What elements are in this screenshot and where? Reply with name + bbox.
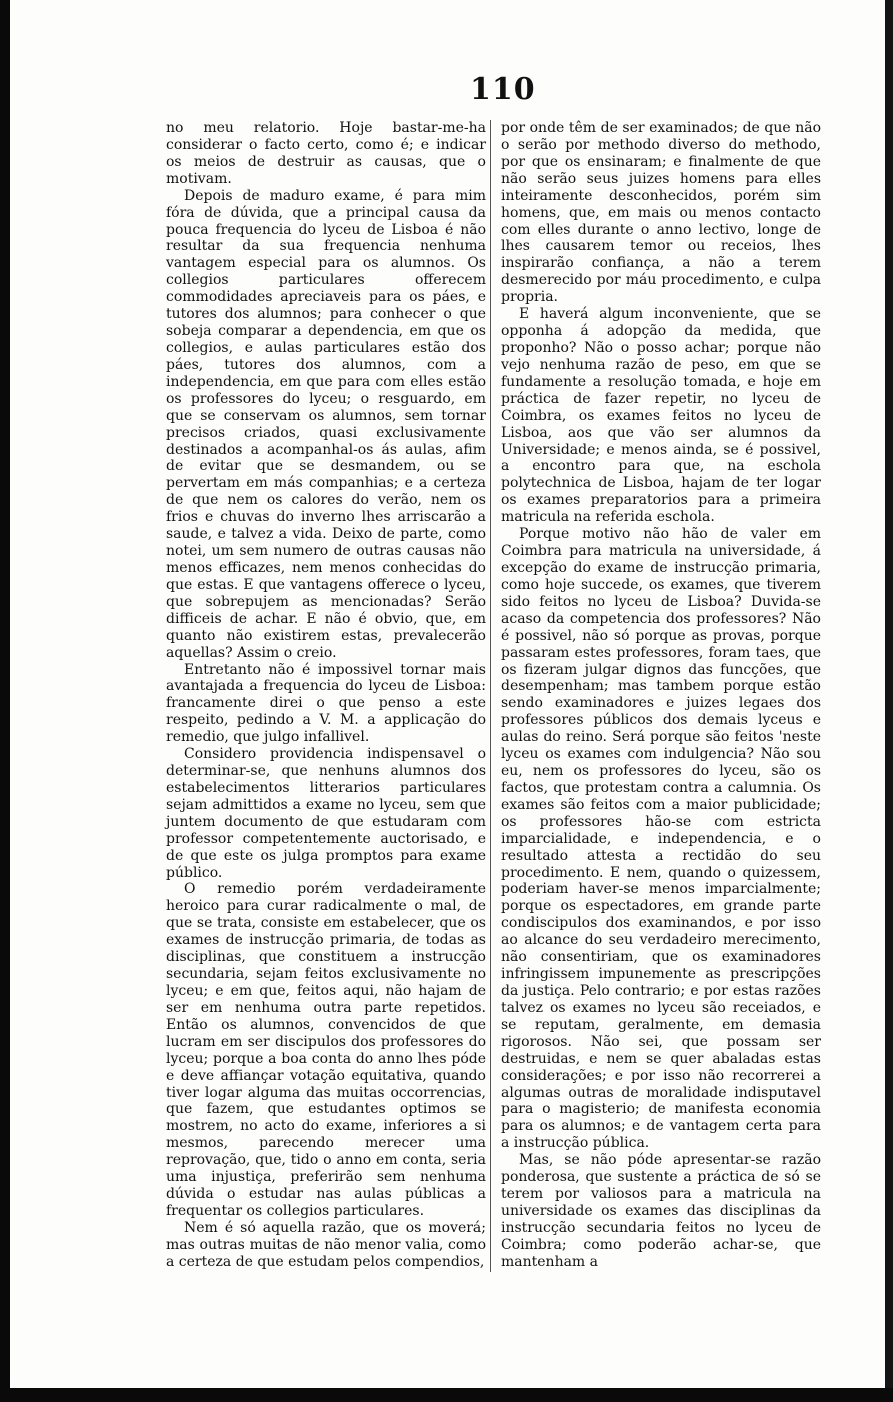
left-column bbox=[166, 120, 486, 1271]
right-paragraph: Mas, se não póde apresentar-se razão ponderosa, que sustente a práctica de só se terem por valiosos para a matricula na universidade os exames das disciplinas da instrucção secundaria feitos no lyceu de Coimbra; como poderão achar-se, que mantenham a bbox=[501, 1152, 821, 1270]
left-paragraph: no meu relatorio. Hoje bastar-me-ha considerar o facto certo, como é; e indicar os meios de destruir as causas, que o motivam. bbox=[166, 120, 486, 187]
page-number: 110 bbox=[470, 72, 536, 107]
scan-edge-bottom bbox=[0, 1388, 893, 1402]
right-paragraph: por onde têm de ser examinados; de que não o serão por methodo diverso do methodo, por que os ensinaram; e finalmente de que não serão seus juizes homens para elles inteiramente desconhecidos, porém sim homens, que, em mais ou menos contacto com elles durante o anno lectivo, longe de lhes causarem temor ou receios, lhes inspirarão confiança, a não a terem desmerecido por máu procedimento, e culpa propria. bbox=[501, 120, 821, 306]
column-divider bbox=[490, 120, 491, 1272]
scan-edge-left bbox=[0, 0, 10, 1402]
right-column bbox=[501, 120, 821, 1271]
left-paragraph: Entretanto não é impossivel tornar mais avantajada a frequencia do lyceu de Lisboa: francamente direi o que penso a este respeito, pedindo a V. M. a applicação do remedio, que julgo infallivel. bbox=[166, 661, 486, 746]
left-paragraph: O remedio porém verdadeiramente heroico para curar radicalmente o mal, de que se trata, consiste em estabelecer, que os exames de instrucção primaria, de todas as disciplinas, que constituem a instrucção secundaria, sejam feitos exclusivamente no lyceu; e em que, feitos aqui, não hajam de ser em nenhuma outra parte repetidos. Então os alumnos, convencidos de que lucram em ser discipulos dos professores do lyceu; porque a boa conta do anno lhes póde e deve affiançar votação equitativa, quando tiver logar alguma das muitas occorrencias, que fazem, que estudantes optimos se mostrem, no acto do exame, inferiores a si mesmos, parecendo merecer uma reprovação, que, tido o anno em conta, seria uma injustiça, preferirão sem nenhuma dúvida o estudar nas aulas públicas a frequentar os collegios particulares. bbox=[166, 881, 486, 1219]
left-paragraph: Nem é só aquella razão, que os moverá; mas outras muitas de não menor valia, como a certeza de que estudam pelos compendios, bbox=[166, 1219, 486, 1270]
right-paragraph: Porque motivo não hão de valer em Coimbra para matricula na universidade, á excepção do exame de instrucção primaria, como hoje succede, os exames, que tiverem sido feitos no lyceu de Lisboa? Duvida-se acaso da competencia dos professores? Não é possivel, não só porque as provas, porque passaram estes professores, foram taes, que os fizeram julgar dignos das funcções, que desempenham; mas tambem porque estão sendo examinadores e juizes legaes dos professores públicos dos demais lyceus e aulas do reino. Será porque são feitos 'neste lyceu os exames com indulgencia? Não sou eu, nem os professores do lyceu, são os factos, que protestam contra a calumnia. Os exames são feitos com a maior publicidade; os professores hão-se com estricta imparcialidade, e independencia, e o resultado attesta a rectidão do seu procedimento. E nem, quando o quizessem, poderiam haver-se menos imparcialmente; porque os espectadores, em grande parte condiscipulos dos examinandos, e por isso ao alcance do seu verdadeiro merecimento, não consentiriam, que os examinadores infringissem impunemente as prescripções da justiça. Pelo contrario; e por estas razões talvez os exames no lyceu são receiados, e se reputam, geralmente, em demasia rigorosos. Não sei, que possam ser destruidas, e nem se quer abaladas estas considerações; e por isso não recorrerei a algumas outras de moralidade indisputavel para o magisterio; de manifesta economia para os alumnos; e de vantagem certa para a instrucção pública. bbox=[501, 526, 821, 1152]
left-paragraph: Depois de maduro exame, é para mim fóra de dúvida, que a principal causa da pouca frequencia do lyceu de Lisboa é não resultar da sua frequencia nenhuma vantagem especial para os alumnos. Os collegios particulares offerecem commodidades apreciaveis para os páes, e tutores dos alumnos; para conhecer o que sobeja comparar a dependencia, em que os collegios, e aulas particulares estão dos páes, tutores dos alumnos, com a independencia, em que para com elles estão os professores do lyceu; o resguardo, em que se conservam os alumnos, sem tornar precisos criados, quasi exclusivamente destinados a acompanhal-os ás aulas, afim de evitar que se desmandem, ou se pervertam em más companhias; e a certeza de que nem os calores do verão, nem os frios e chuvas do inverno lhes arriscarão a saude, e talvez a vida. Deixo de parte, como notei, um sem numero de outras causas não menos efficazes, nem menos conhecidas do que estas. E que vantagens offerece o lyceu, que sobrepujem as mencionadas? Serão difficeis de achar. E não é obvio, que, em quanto não existirem estas, prevalecerão aquellas? Assim o creio. bbox=[166, 187, 486, 661]
scan-edge-right bbox=[885, 0, 893, 1402]
right-paragraph: E haverá algum inconveniente, que se opponha á adopção da medida, que proponho? Não o posso achar; porque não vejo nenhuma razão de peso, em que se fundamente a resolução tomada, e hoje em práctica de fazer repetir, no lyceu de Coimbra, os exames feitos no lyceu de Lisboa, aos que vão ser alumnos da Universidade; e menos ainda, se é possivel, a encontro para que, na eschola polytechnica de Lisboa, hajam de ter logar os exames preparatorios para a primeira matricula na referida eschola. bbox=[501, 306, 821, 526]
left-paragraph: Considero providencia indispensavel o determinar-se, que nenhuns alumnos dos estabelecimentos litterarios particulares sejam admittidos a exame no lyceu, sem que juntem documento de que estudaram com professor competentemente auctorisado, e de que este os julga promptos para exame público. bbox=[166, 746, 486, 881]
